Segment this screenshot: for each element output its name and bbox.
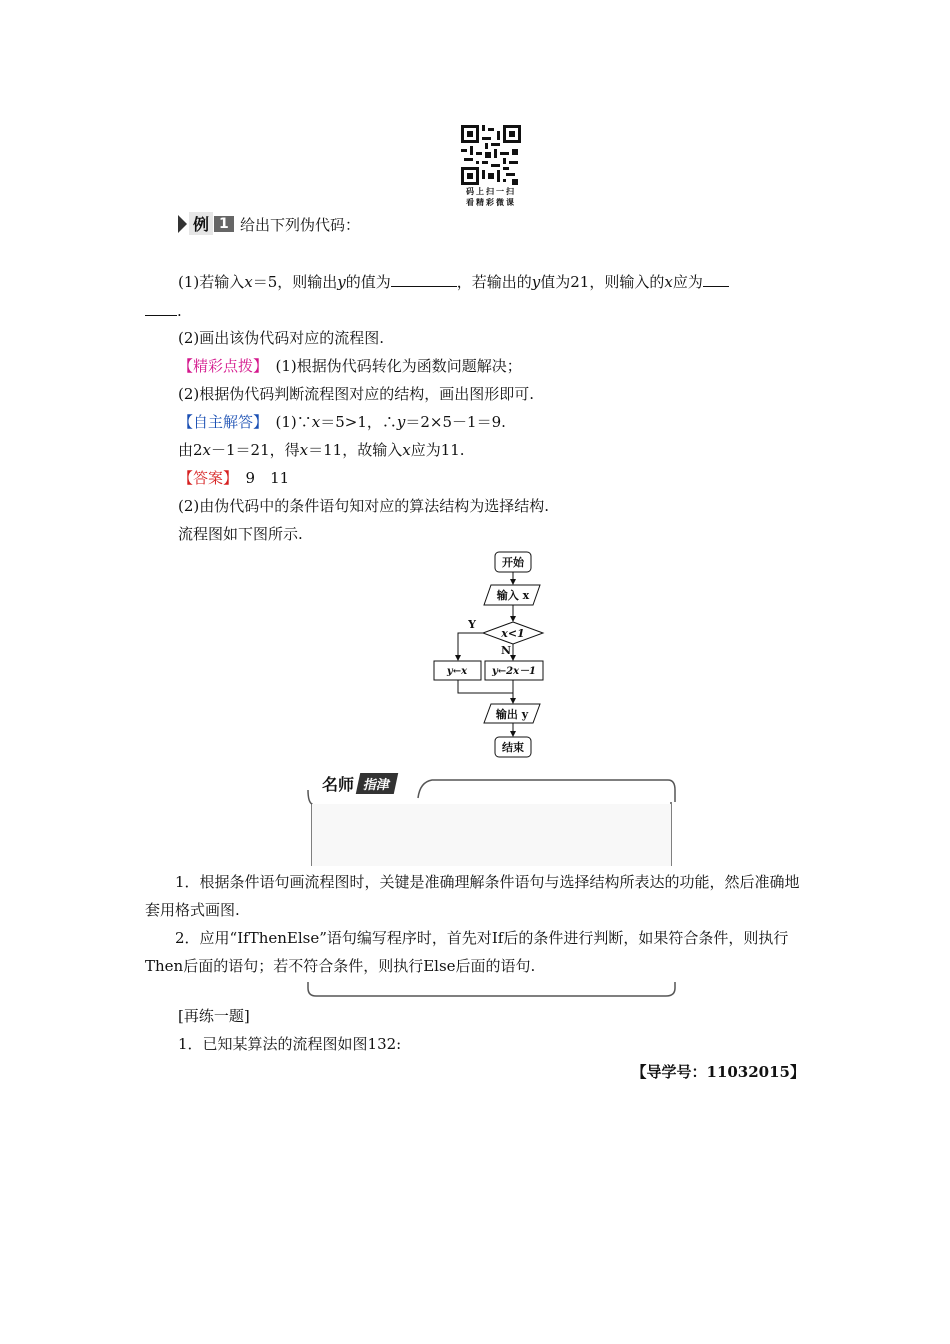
- answer-blank-1: [391, 272, 457, 287]
- flow-yes-label: Y: [468, 618, 476, 631]
- example-label: 例: [189, 212, 213, 235]
- example-number: 1: [214, 216, 234, 232]
- practice-question-1: 1．已知某算法的流程图如图132:: [178, 1035, 402, 1053]
- answer-blank-2a: [703, 272, 729, 287]
- teacher-tip-2: 2．应用“IfThenElse”语句编写程序时，首先对If后的条件进行判断，如果符合条件，则执行Then后面的语句；若不符合条件，则执行Else后面的语句.: [145, 929, 789, 975]
- solution-line-3: (2)由伪代码中的条件语句知对应的算法结构为选择结构.: [178, 497, 550, 515]
- flowchart: [425, 548, 555, 760]
- solution-line-4: 流程图如下图所示.: [178, 525, 303, 543]
- answer-value: 9 11: [245, 469, 290, 487]
- flow-input-label: 输入 x: [496, 589, 530, 602]
- solution-tag: 【自主解答】: [178, 413, 261, 431]
- flow-output-label: 输出 y: [495, 708, 529, 721]
- teacher-box-title: [322, 772, 396, 794]
- example-badge: [178, 213, 234, 234]
- question-1: (1)若输入x＝5，则输出y的值为 ，若输出的y值为21，则输入的x应为: [178, 272, 729, 292]
- flow-no-label: N: [500, 644, 512, 657]
- flow-right-label: y←2x－1: [491, 666, 537, 677]
- flow-end-label: 结束: [502, 741, 524, 754]
- question-1-cont: .: [145, 301, 182, 321]
- triangle-icon: [178, 215, 187, 233]
- teacher-tip-1: 1．根据条件语句画流程图时，关键是准确理解条件语句与选择结构所表达的功能，然后准确地套用格式画图.: [145, 873, 800, 919]
- answer-blank-2b: [145, 301, 177, 316]
- hint-line-2: (2)根据伪代码判断流程图对应的结构，画出图形即可.: [178, 385, 535, 403]
- solution-line-1: 【自主解答】 (1)∵x＝5>1，∴y＝2×5－1＝9.: [178, 413, 506, 431]
- practice-header: [再练一题]: [178, 1007, 250, 1025]
- example-intro: 给出下列伪代码：: [240, 216, 361, 234]
- qr-caption-line2: 看精彩微课: [466, 198, 516, 207]
- qr-caption-line1: 码上扫一扫: [466, 187, 516, 196]
- answer-line: [178, 468, 289, 488]
- hint-tag: 【精彩点拨】: [178, 357, 261, 375]
- qr-code-image: [461, 125, 521, 185]
- flow-left-label: y←x: [446, 666, 468, 677]
- qr-caption: [455, 186, 527, 208]
- teacher-title: 名师: [322, 774, 355, 794]
- hint-line-1: 【精彩点拨】 (1)根据伪代码转化为函数问题解决；: [178, 357, 522, 375]
- answer-tag: 【答案】: [178, 469, 231, 487]
- solution-line-2: 由2x－1＝21，得x＝11，故输入x应为11.: [178, 441, 465, 459]
- teacher-tag: 指津: [356, 773, 398, 794]
- guide-number: 【导学号：11032015】: [631, 1063, 805, 1081]
- flow-start-label: 开始: [502, 556, 524, 569]
- flow-cond-label: x<1: [501, 627, 525, 640]
- question-2: (2)画出该伪代码对应的流程图.: [178, 329, 385, 347]
